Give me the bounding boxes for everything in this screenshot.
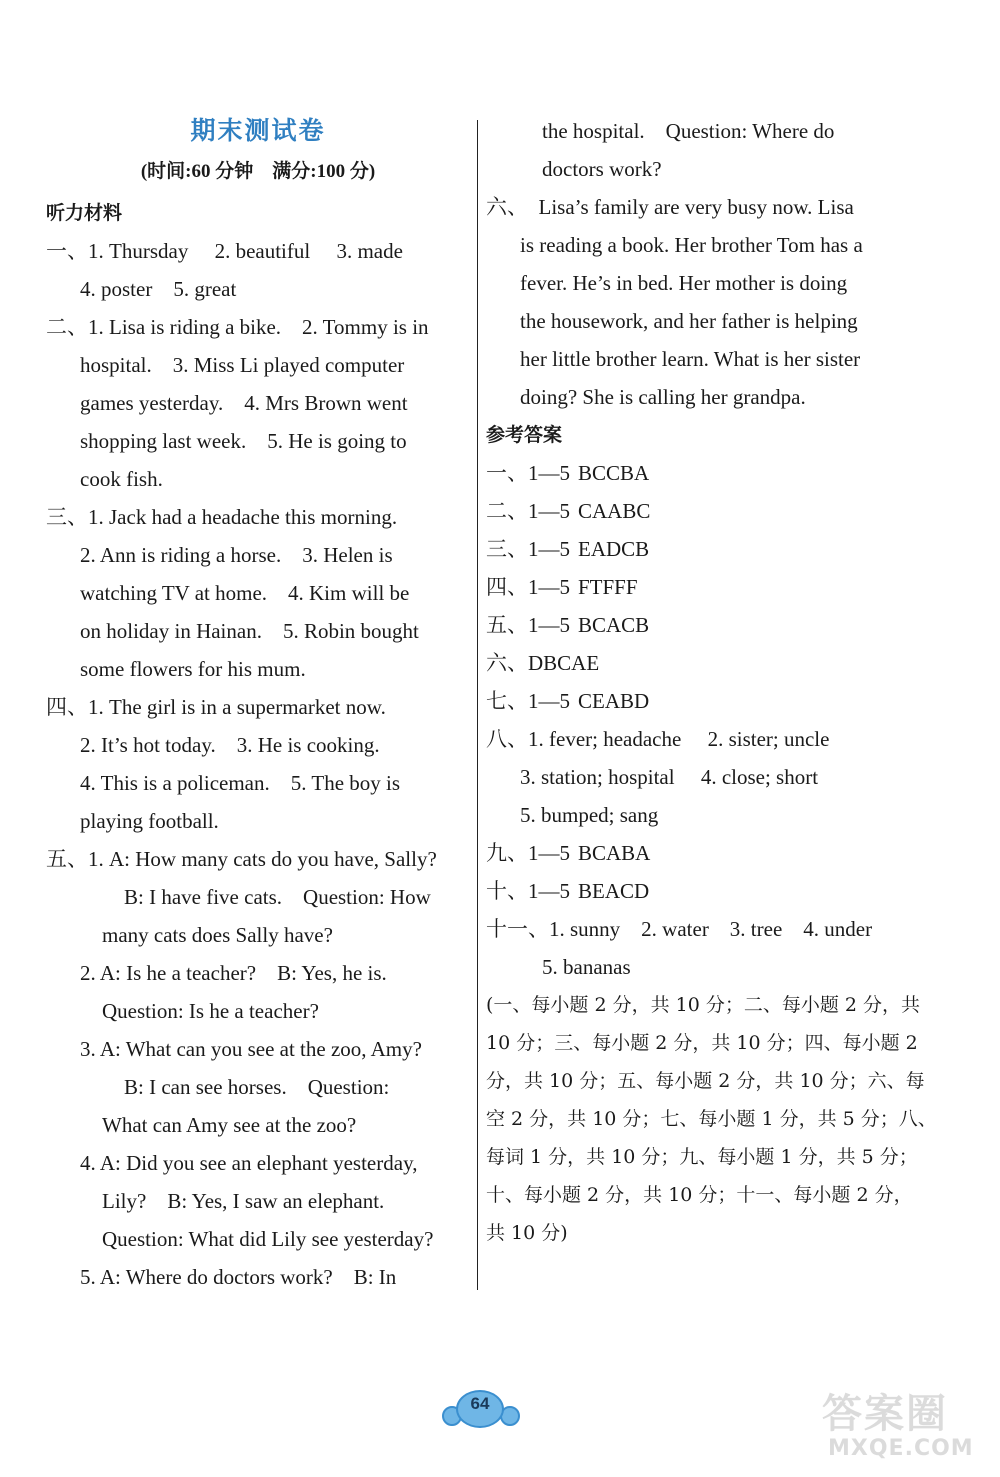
scoring-line: (一、每小题 2 分，共 10 分；二、每小题 2 分，共 <box>486 994 921 1016</box>
watermark-logo-text: 答案圈 <box>822 1391 948 1437</box>
listening-line: 六、 Lisa’s family are very busy now. Lisa <box>486 195 854 219</box>
watermark-url: MXQE.COM <box>828 1436 974 1461</box>
listening-line: 2. It’s hot today. 3. He is cooking. <box>80 733 380 757</box>
answer-row <box>486 568 910 606</box>
listening-line: 四、1. The girl is in a supermarket now. <box>46 695 386 719</box>
answer-label: 九、1—5 <box>486 841 570 865</box>
answer-value: BCACB <box>578 613 650 637</box>
listening-line: 4. poster 5. great <box>80 277 237 301</box>
listening-line: 4. This is a policeman. 5. The boy is <box>80 771 401 795</box>
listening-line: Question: What did Lily see yesterday? <box>102 1227 434 1251</box>
answer-line: 5. bumped; sang <box>520 803 659 827</box>
listening-line: watching TV at home. 4. Kim will be <box>80 581 410 605</box>
listening-line: doing? She is calling her grandpa. <box>520 385 806 409</box>
exam-subtitle: (时间:60 分钟 满分:100 分) <box>140 161 376 182</box>
listening-line: her little brother learn. What is her sister <box>520 347 861 371</box>
listening-line: games yesterday. 4. Mrs Brown went <box>80 391 408 415</box>
scoring-line: 分，共 10 分；五、每小题 2 分，共 10 分；六、每 <box>486 1070 925 1092</box>
answer-row <box>486 454 910 492</box>
listening-heading: 听力材料 <box>46 202 123 224</box>
answers-heading: 参考答案 <box>486 424 563 446</box>
answer-value: BEACD <box>578 879 650 903</box>
answer-row <box>486 682 910 720</box>
answer-label: 七、1—5 <box>486 689 570 713</box>
listening-line: the hospital. Question: Where do <box>542 119 835 143</box>
answer-line: 十一、1. sunny 2. water 3. tree 4. under <box>486 917 873 941</box>
scoring-line: 每词 1 分，共 10 分；九、每小题 1 分，共 5 分； <box>486 1146 918 1168</box>
page-number: 64 <box>470 1394 490 1413</box>
column-divider <box>477 120 478 1290</box>
listening-line: Question: Is he a teacher? <box>102 999 319 1023</box>
listening-line: 一、1. Thursday 2. beautiful 3. made <box>46 239 403 263</box>
answer-row <box>486 644 910 682</box>
listening-line: Lily? B: Yes, I saw an elephant. <box>102 1189 385 1213</box>
answer-label: 二、1—5 <box>486 499 570 523</box>
answer-line: 3. station; hospital 4. close; short <box>520 765 819 789</box>
answer-value: CAABC <box>578 499 651 523</box>
answer-value: BCCBA <box>578 461 650 485</box>
answer-row <box>486 492 910 530</box>
listening-line: 三、1. Jack had a headache this morning. <box>46 505 398 529</box>
answer-row <box>486 872 910 910</box>
answer-value: BCABA <box>578 841 651 865</box>
answer-row <box>486 606 910 644</box>
listening-line: is reading a book. Her brother Tom has a <box>520 233 863 257</box>
site-watermark <box>822 1392 992 1472</box>
answer-line: 5. bananas <box>542 955 631 979</box>
listening-line: B: I have five cats. Question: How <box>124 885 431 909</box>
listening-line: 二、1. Lisa is riding a bike. 2. Tommy is in <box>46 315 429 339</box>
listening-line: some flowers for his mum. <box>80 657 306 681</box>
answer-label: 十、1—5 <box>486 879 570 903</box>
listening-line: B: I can see horses. Question: <box>124 1075 390 1099</box>
scoring-line: 10 分；三、每小题 2 分，共 10 分；四、每小题 2 <box>486 1032 918 1054</box>
answer-label: 一、1—5 <box>486 461 570 485</box>
listening-line: hospital. 3. Miss Li played computer <box>80 353 405 377</box>
listening-line: playing football. <box>80 809 219 833</box>
answer-label: 六、DBCAE <box>486 651 600 675</box>
answer-label: 四、1—5 <box>486 575 570 599</box>
listening-line: the housework, and her father is helping <box>520 309 858 333</box>
listening-line: doctors work? <box>542 157 662 181</box>
listening-line: 3. A: What can you see at the zoo, Amy? <box>80 1037 422 1061</box>
answer-line: 八、1. fever; headache 2. sister; uncle <box>486 727 830 751</box>
right-column <box>486 112 937 1252</box>
answer-row <box>486 530 910 568</box>
listening-line: cook fish. <box>80 467 163 491</box>
listening-line: fever. He’s in bed. Her mother is doing <box>520 271 848 295</box>
scoring-line: 空 2 分，共 10 分；七、每小题 1 分，共 5 分；八、 <box>486 1108 937 1130</box>
listening-line: 五、1. A: How many cats do you have, Sally? <box>46 847 437 871</box>
page-number-badge <box>442 1388 516 1426</box>
listening-line: What can Amy see at the zoo? <box>102 1113 357 1137</box>
answer-row <box>486 834 910 872</box>
scoring-line: 共 10 分) <box>486 1222 568 1244</box>
listening-line: 4. A: Did you see an elephant yesterday, <box>80 1151 418 1175</box>
answer-value: FTFFF <box>578 575 638 599</box>
listening-line: many cats does Sally have? <box>102 923 333 947</box>
listening-line: shopping last week. 5. He is going to <box>80 429 407 453</box>
listening-line: 5. A: Where do doctors work? B: In <box>80 1265 397 1289</box>
left-column <box>46 110 470 1296</box>
listening-line: on holiday in Hainan. 5. Robin bought <box>80 619 419 643</box>
listening-line: 2. A: Is he a teacher? B: Yes, he is. <box>80 961 387 985</box>
page-title: 期末测试卷 <box>190 118 326 145</box>
answer-value: CEABD <box>578 689 650 713</box>
answer-label: 三、1—5 <box>486 537 570 561</box>
answer-label: 五、1—5 <box>486 613 570 637</box>
listening-line: 2. Ann is riding a horse. 3. Helen is <box>80 543 393 567</box>
answer-value: EADCB <box>578 537 650 561</box>
scoring-note <box>486 986 937 1252</box>
scoring-line: 十、每小题 2 分，共 10 分；十一、每小题 2 分， <box>486 1184 913 1206</box>
